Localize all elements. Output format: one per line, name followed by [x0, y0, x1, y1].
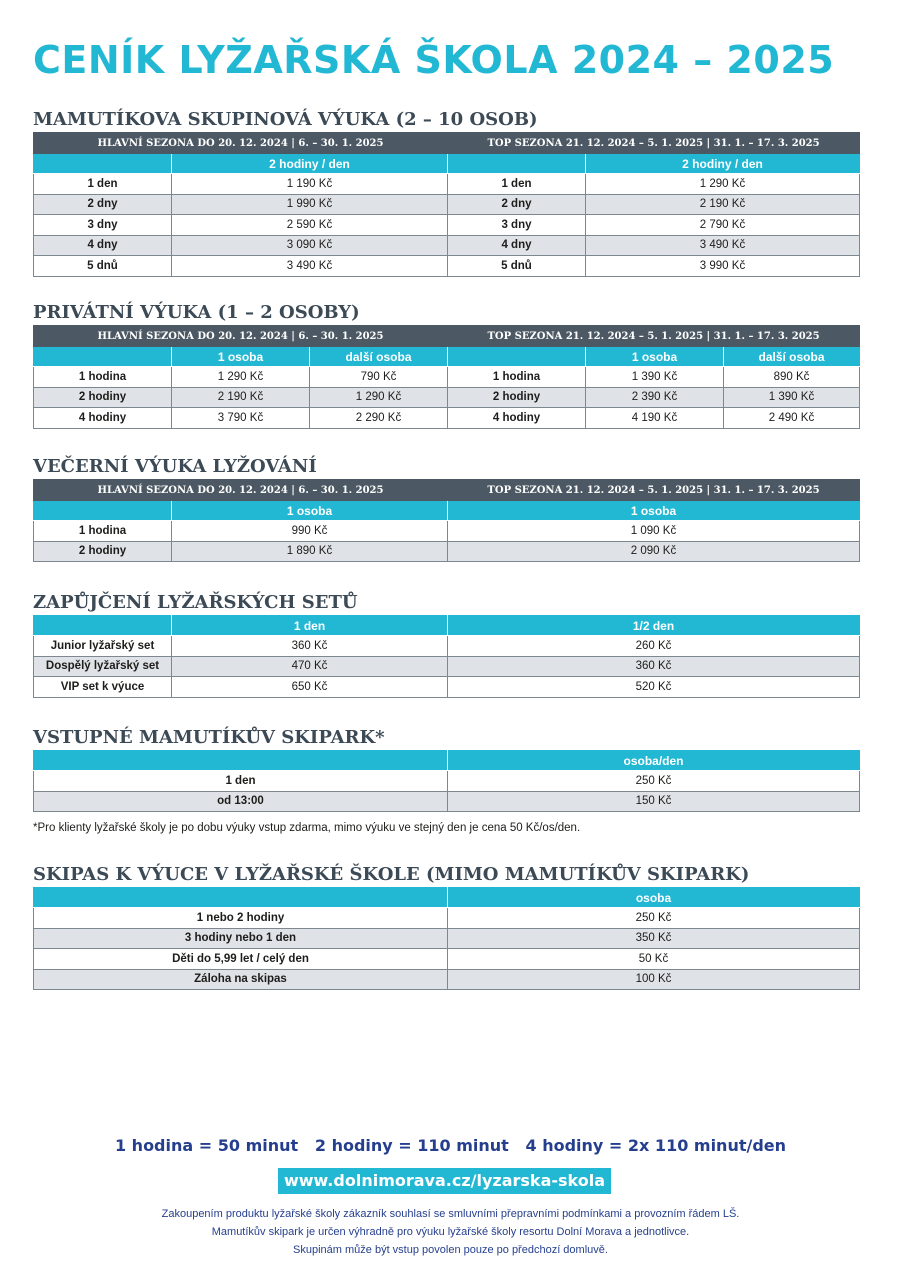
table-row: VIP set k výuce 650 Kč 520 Kč	[34, 677, 860, 698]
main-season-header: HLAVNÍ SEZONA DO 20. 12. 2024 | 6. – 30. 1. 2025	[34, 133, 448, 154]
website-link[interactable]: www.dolnimorava.cz/lyzarska-skola	[278, 1168, 611, 1194]
column-header-row: osoba/den	[34, 751, 860, 771]
footer-line: Mamutíkův skipark je určen výhradně pro výuku lyžařské školy resortu Dolní Morava a jednotlivce.	[211, 1226, 690, 1238]
table-row: 2 dny 1 990 Kč 2 dny 2 190 Kč	[34, 194, 860, 215]
evening-lessons-section	[33, 454, 859, 562]
table-row: Záloha na skipas 100 Kč	[34, 969, 860, 990]
season-header-row	[34, 133, 860, 154]
table-row: od 13:00 150 Kč	[34, 791, 860, 812]
rental-title: ZAPŮJČENÍ LYŽAŘSKÝCH SETŮ	[33, 592, 358, 613]
table-row: Junior lyžařský set 360 Kč 260 Kč	[34, 636, 860, 657]
skipass-table	[33, 887, 860, 990]
table-row: 2 hodiny 1 890 Kč 2 090 Kč	[34, 541, 860, 562]
table-row: Dospělý lyžařský set 470 Kč 360 Kč	[34, 656, 860, 677]
private-lessons-table	[33, 325, 860, 429]
footer-line: Skupinám může být vstup povolen pouze po předchozí domluvě.	[293, 1244, 608, 1256]
skipark-title: VSTUPNÉ MAMUTÍKŮV SKIPARK*	[33, 727, 385, 748]
skipass-title: SKIPAS K VÝUCE V LYŽAŘSKÉ ŠKOLE (MIMO MAMUTÍKŮV SKIPARK)	[33, 864, 750, 885]
evening-lessons-table	[33, 479, 860, 562]
table-row: 4 hodiny 3 790 Kč 2 290 Kč 4 hodiny 4 190 Kč 2 490 Kč	[34, 408, 860, 429]
group-lessons-section	[33, 107, 859, 277]
table-row: 1 nebo 2 hodiny 250 Kč	[34, 908, 860, 929]
column-header-row: osoba	[34, 888, 860, 908]
table-row: 1 hodina 1 290 Kč 790 Kč 1 hodina 1 390 Kč 890 Kč	[34, 367, 860, 388]
table-row: 3 hodiny nebo 1 den 350 Kč	[34, 928, 860, 949]
page-title: CENÍK LYŽAŘSKÁ ŠKOLA 2024 – 2025	[33, 38, 835, 82]
main-col-header: 2 hodiny / den	[172, 154, 448, 174]
evening-lessons-title: VEČERNÍ VÝUKA LYŽOVÁNÍ	[33, 456, 317, 477]
main-season-header: HLAVNÍ SEZONA DO 20. 12. 2024 | 6. – 30. 1. 2025	[34, 326, 448, 347]
column-header-row: 1 osoba další osoba 1 osoba další osoba	[34, 347, 860, 367]
private-lessons-title: PRIVÁTNÍ VÝUKA (1 – 2 OSOBY)	[33, 302, 360, 323]
table-row: Děti do 5,99 let / celý den 50 Kč	[34, 949, 860, 970]
main-season-header: HLAVNÍ SEZONA DO 20. 12. 2024 | 6. – 30. 1. 2025	[34, 480, 448, 501]
footer	[0, 1205, 901, 1259]
table-row: 5 dnů 3 490 Kč 5 dnů 3 990 Kč	[34, 256, 860, 277]
table-row: 1 den 1 190 Kč 1 den 1 290 Kč	[34, 174, 860, 195]
top-col-header: 2 hodiny / den	[586, 154, 860, 174]
top-season-header: TOP SEZONA 21. 12. 2024 – 5. 1. 2025 | 31. 1. – 17. 3. 2025	[448, 480, 860, 501]
skipass-section	[33, 862, 859, 990]
footer-line: Zakoupením produktu lyžařské školy zákazník souhlasí se smluvními přepravními podmínkami a provozním řádem LŠ.	[161, 1208, 740, 1220]
table-row: 2 hodiny 2 190 Kč 1 290 Kč 2 hodiny 2 390 Kč 1 390 Kč	[34, 387, 860, 408]
season-header-row	[34, 326, 860, 347]
season-header-row	[34, 480, 860, 501]
top-season-header: TOP SEZONA 21. 12. 2024 – 5. 1. 2025 | 31. 1. – 17. 3. 2025	[448, 326, 860, 347]
rental-section	[33, 590, 859, 698]
top-season-header: TOP SEZONA 21. 12. 2024 – 5. 1. 2025 | 31. 1. – 17. 3. 2025	[448, 133, 860, 154]
column-header-row: 1 den 1/2 den	[34, 616, 860, 636]
table-row: 1 hodina 990 Kč 1 090 Kč	[34, 521, 860, 542]
table-row: 3 dny 2 590 Kč 3 dny 2 790 Kč	[34, 215, 860, 236]
skipark-table	[33, 750, 860, 812]
table-row: 4 dny 3 090 Kč 4 dny 3 490 Kč	[34, 235, 860, 256]
rental-table	[33, 615, 860, 698]
table-row: 1 den 250 Kč	[34, 771, 860, 792]
private-lessons-section	[33, 300, 859, 429]
skipark-section	[33, 725, 859, 812]
column-header-row: 1 osoba 1 osoba	[34, 501, 860, 521]
skipark-note: *Pro klienty lyžařské školy je po dobu výuky vstup zdarma, mimo výuku ve stejný den je cena 50 Kč/os/den.	[33, 822, 581, 834]
column-header-row	[34, 154, 860, 174]
group-lessons-table	[33, 132, 860, 277]
lesson-durations: 1 hodina = 50 minut 2 hodiny = 110 minut 4 hodiny = 2x 110 minut/den	[114, 1136, 787, 1155]
group-lessons-title: MAMUTÍKOVA SKUPINOVÁ VÝUKA (2 – 10 OSOB)	[33, 109, 538, 130]
